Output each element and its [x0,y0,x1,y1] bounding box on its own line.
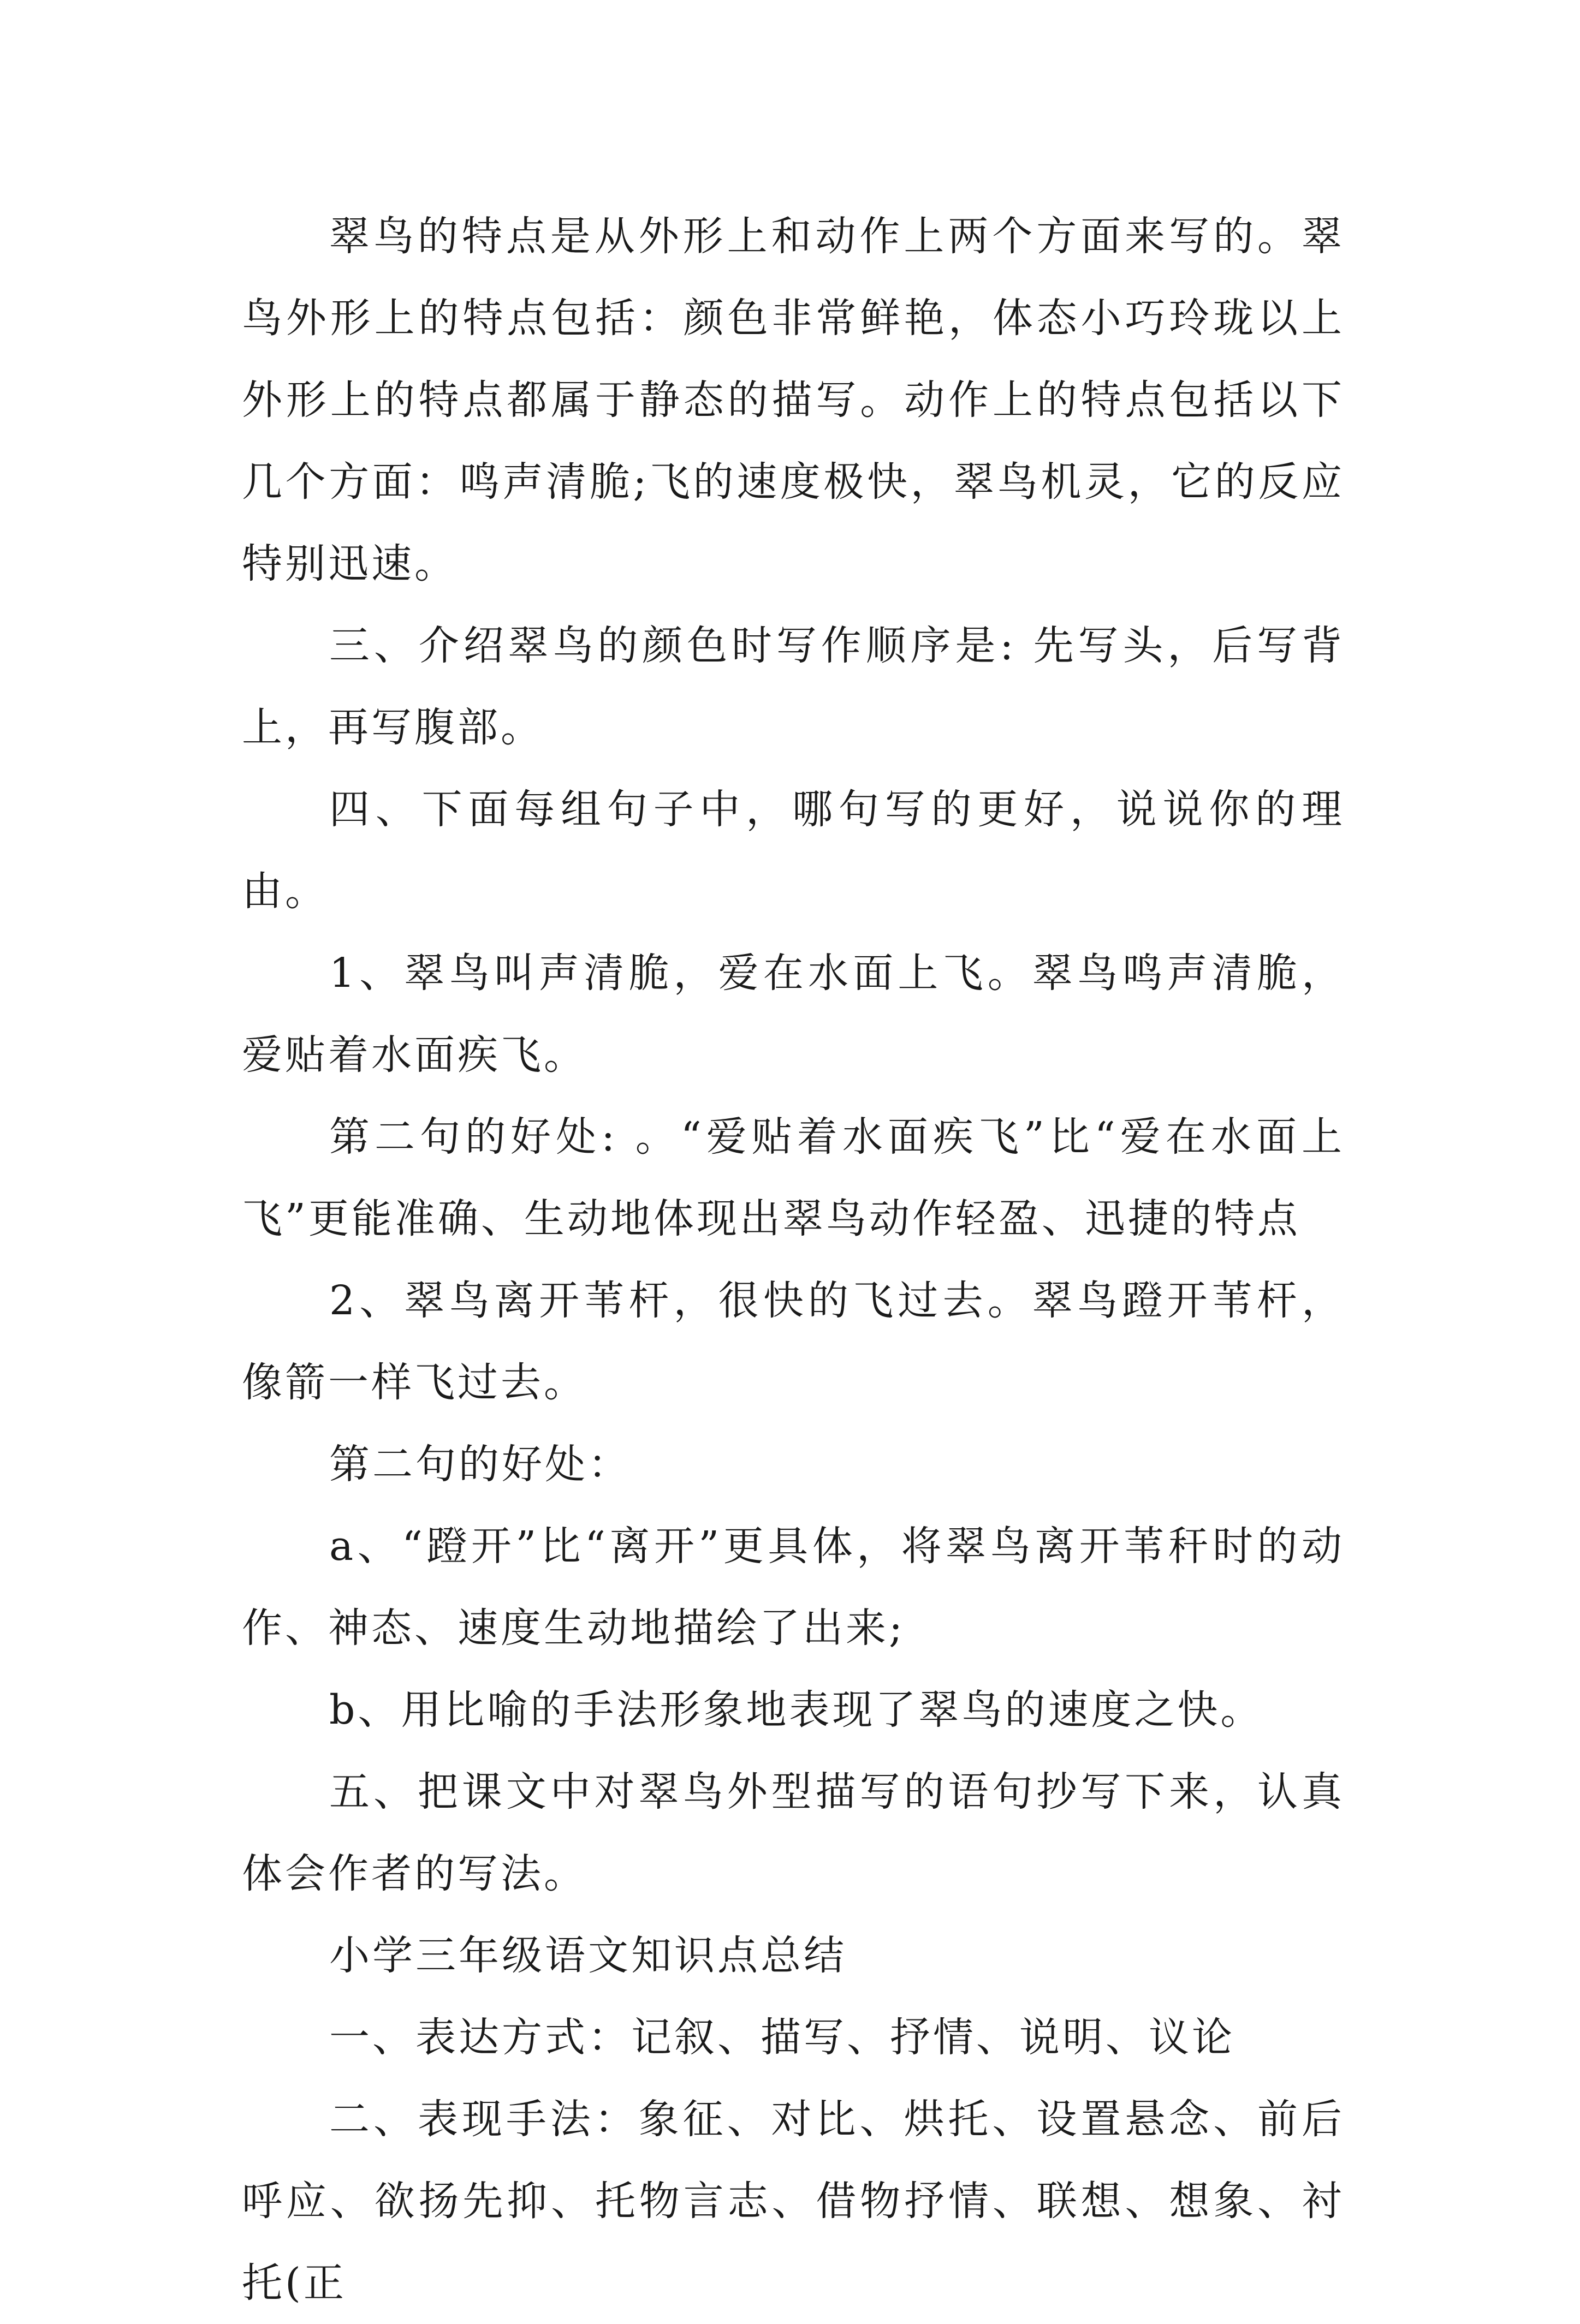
paragraph-sentence-pair-2: 2、翠鸟离开苇杆，很快的飞过去。翠鸟蹬开苇杆，像箭一样飞过去。 [242,1277,1345,1406]
paragraph-section-five: 五、把课文中对翠鸟外型描写的语句抄写下来，认真体会作者的写法。 [242,1768,1345,1897]
paragraph-pair-1-advantage: 第二句的好处: 。“爱贴着水面疾飞”比“爱在水面上飞”更能准确、生动地体现出翠鸟动作轻盈、迅捷的特点 [242,1113,1345,1242]
paragraph-sentence-pair-1: 1、翠鸟叫声清脆，爱在水面上飞。翠鸟鸣声清脆，爱贴着水面疾飞。 [242,950,1345,1078]
paragraph-advantage-b: b、用比喻的手法形象地表现了翠鸟的速度之快。 [329,1687,1264,1733]
paragraph-expression-techniques: 二、表现手法：象征、对比、烘托、设置悬念、前后呼应、欲扬先抑、托物言志、借物抒情、联想、想象、衬托(正 [242,2096,1345,2307]
paragraph-pair-2-advantage-heading: 第二句的好处： [329,1441,631,1488]
paragraph-section-three: 三、介绍翠鸟的颜色时写作顺序是: 先写头，后写背上，再写腹部。 [242,622,1345,751]
paragraph-kingfisher-features: 翠鸟的特点是从外形上和动作上两个方面来写的。翠鸟外形上的特点包括：颜色非常鲜艳，体态小巧玲珑以上外形上的特点都属于静态的描写。动作上的特点包括以下几个方面：鸣声清脆;飞的速度极快，翠鸟机灵，它的反应特别迅速。 [242,213,1345,587]
paragraph-expression-modes: 一、表达方式：记叙、描写、抒情、说明、议论 [329,2014,1235,2061]
document-body [242,195,1345,2324]
paragraph-advantage-a: a、“蹬开”比“离开”更具体，将翠鸟离开苇秆时的动作、神态、速度生动地描绘了出来; [242,1523,1345,1652]
paragraph-summary-title: 小学三年级语文知识点总结 [329,1932,847,1979]
paragraph-section-four: 四、下面每组句子中，哪句写的更好，说说你的理由。 [242,786,1345,915]
